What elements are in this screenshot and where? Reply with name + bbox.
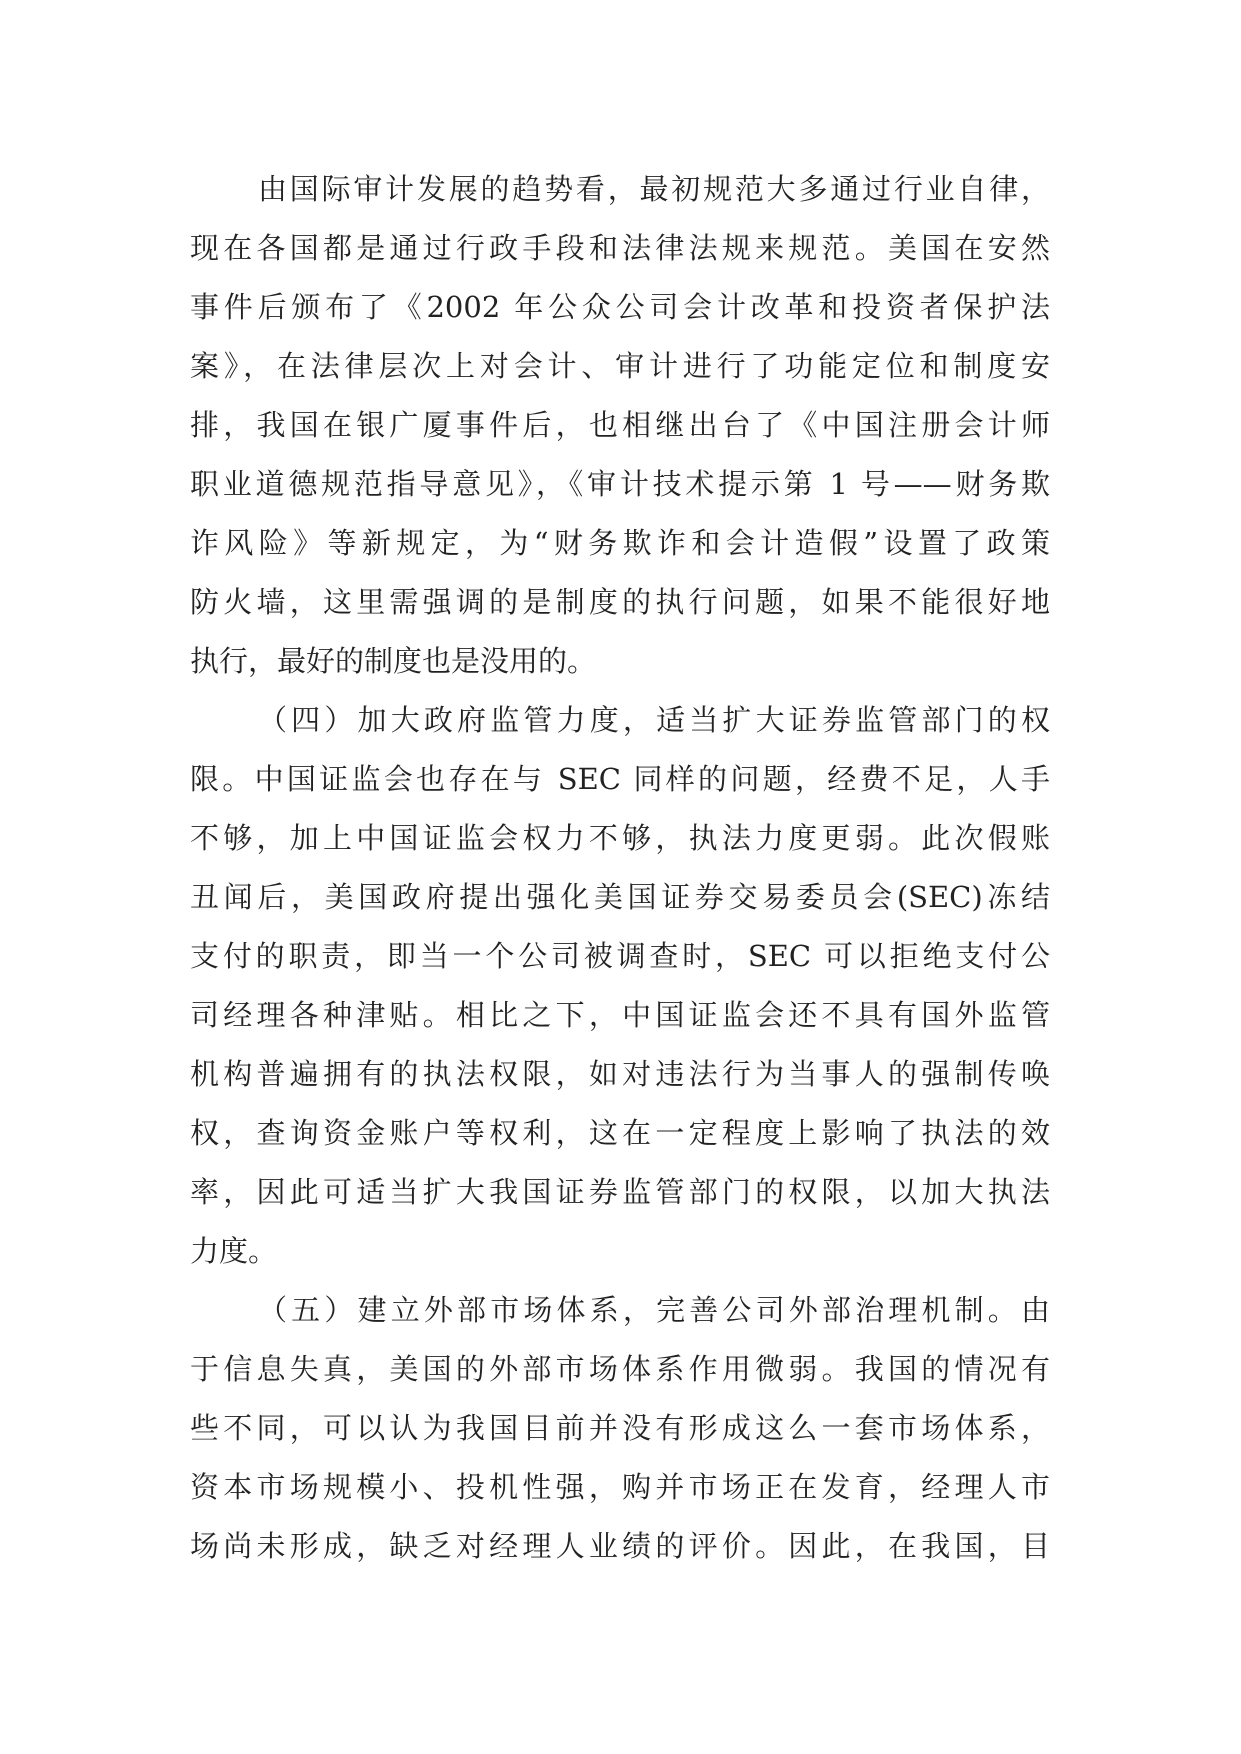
section-heading-five: （五）建立外部市场体系，完善公司外部治理机制。由 [258, 1293, 1050, 1327]
text-line: 司经理各种津贴。相比之下，中国证监会还不具有国外监管 [190, 998, 1050, 1032]
text-line: 不够，加上中国证监会权力不够，执法力度更弱。此次假账 [190, 821, 1050, 855]
text-line: 防火墙，这里需强调的是制度的执行问题，如果不能很好地 [190, 585, 1050, 619]
text-line: 现在各国都是通过行政手段和法律法规来规范。美国在安然 [190, 231, 1050, 265]
text-line: 职业道德规范指导意见》，《审计技术提示第 1 号——财务欺 [190, 467, 1050, 501]
text-line: 场尚未形成，缺乏对经理人业绩的评价。因此，在我国，目 [190, 1529, 1050, 1563]
text-line: 于信息失真，美国的外部市场体系作用微弱。我国的情况有 [190, 1352, 1050, 1386]
text-line: 支付的职责，即当一个公司被调查时，SEC 可以拒绝支付公 [190, 939, 1050, 973]
text-line: 丑闻后，美国政府提出强化美国证券交易委员会(SEC)冻结 [190, 880, 1050, 914]
text-line: 排，我国在银广厦事件后，也相继出台了《中国注册会计师 [190, 408, 1050, 442]
text-line: 限。中国证监会也存在与 SEC 同样的问题，经费不足，人手 [190, 762, 1050, 796]
text-line: 资本市场规模小、投机性强，购并市场正在发育，经理人市 [190, 1470, 1050, 1504]
text-line: 诈风险》等新规定，为“财务欺诈和会计造假”设置了政策 [190, 526, 1050, 560]
text-line: 执行，最好的制度也是没用的。 [190, 644, 597, 678]
text-line: 机构普遍拥有的执法权限，如对违法行为当事人的强制传唤 [190, 1057, 1050, 1091]
text-line: 权，查询资金账户等权利，这在一定程度上影响了执法的效 [190, 1116, 1050, 1150]
text-line: 些不同，可以认为我国目前并没有形成这么一套市场体系， [190, 1411, 1050, 1445]
body-text [190, 160, 1050, 1576]
section-heading-four: （四）加大政府监管力度，适当扩大证券监管部门的权 [258, 703, 1050, 737]
text-line: 率，因此可适当扩大我国证券监管部门的权限，以加大执法 [190, 1175, 1050, 1209]
text-line: 由国际审计发展的趋势看，最初规范大多通过行业自律， [258, 172, 1050, 206]
text-line: 事件后颁布了《2002 年公众公司会计改革和投资者保护法 [190, 290, 1050, 324]
text-line: 案》，在法律层次上对会计、审计进行了功能定位和制度安 [190, 349, 1050, 383]
text-line: 力度。 [190, 1234, 278, 1268]
